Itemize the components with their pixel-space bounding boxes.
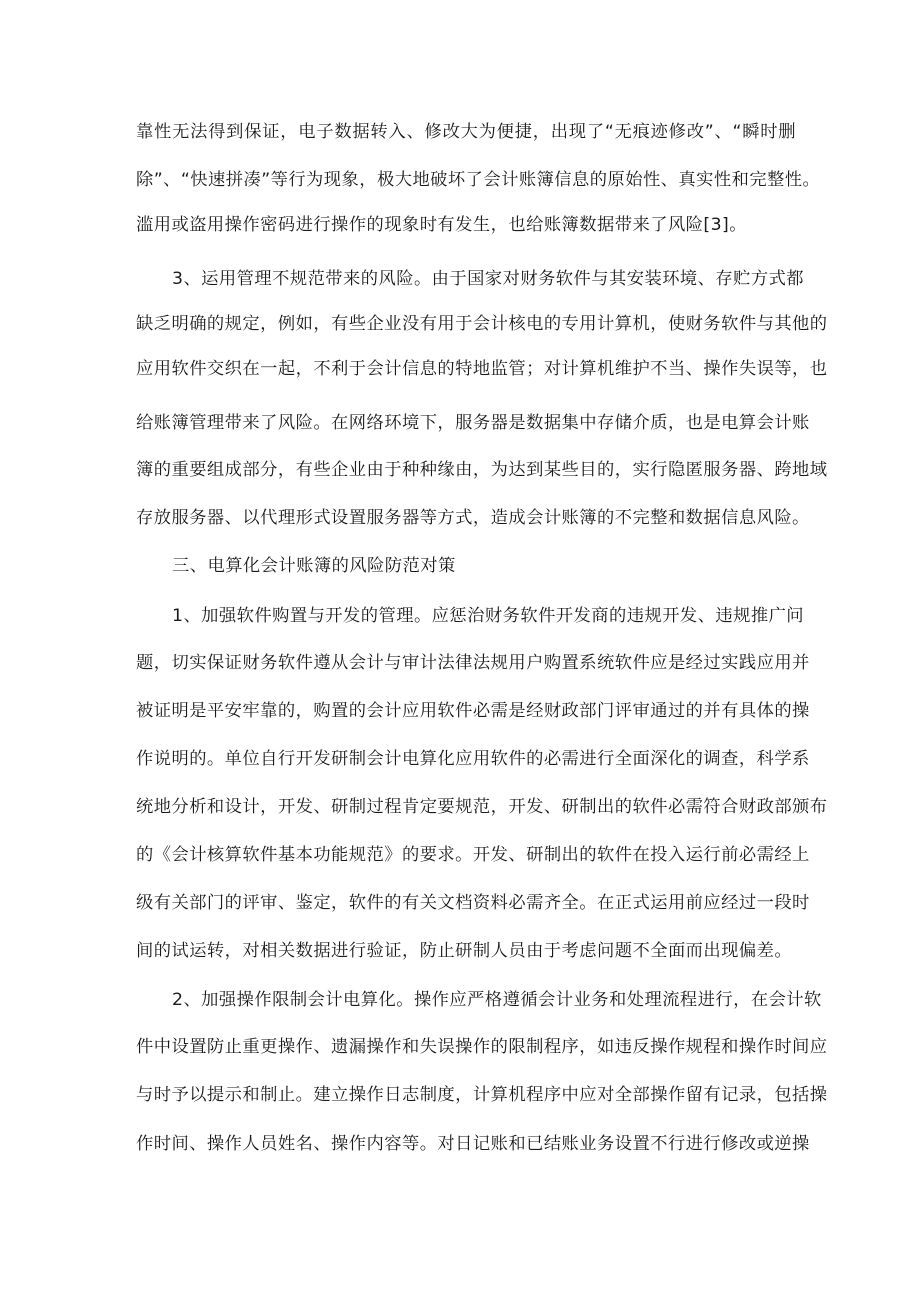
body-text-line: 与时予以提示和制止。建立操作日志制度，计算机程序中应对全部操作留有记录，包括操 (136, 1085, 828, 1105)
body-text-line: 作时间、操作人员姓名、操作内容等。对日记账和已结账业务设置不行进行修改或逆操 (136, 1134, 810, 1154)
paragraph-3-first-line: 3、运用管理不规范带来的风险。由于国家对财务软件与其安装环境、存贮方式都 (172, 269, 805, 289)
body-text-line: 作说明的。单位自行开发研制会计电算化应用软件的必需进行全面深化的调查，科学系 (136, 749, 810, 769)
body-text-line: 级有关部门的评审、鉴定，软件的有关文档资料必需齐全。在正式运用前应经过一段时 (136, 893, 810, 913)
body-text-line: 被证明是平安牢靠的，购置的会计应用软件必需是经财政部门评审通过的并有具体的操 (136, 701, 810, 721)
body-text-line: 应用软件交织在一起，不利于会计信息的特地监管；对计算机维护不当、操作失误等，也 (136, 359, 828, 379)
body-text-line: 间的试运转，对相关数据进行验证，防止研制人员由于考虑问题不全面而出现偏差。 (136, 941, 793, 961)
body-text-line: 滥用或盗用操作密码进行操作的现象时有发生，也给账簿数据带来了风险[3]。 (136, 215, 747, 235)
body-text-line: 缺乏明确的规定，例如，有些企业没有用于会计核电的专用计算机，使财务软件与其他的 (136, 314, 828, 334)
body-text-line: 靠性无法得到保证，电子数据转入、修改大为便捷，出现了“无痕迹修改”、“瞬时删 (136, 122, 796, 142)
body-text-line: 的《会计核算软件基本功能规范》的要求。开发、研制出的软件在投入运行前必需经上 (136, 845, 810, 865)
paragraph-2-first-line: 2、加强操作限制会计电算化。操作应严格遵循会计业务和处理流程进行，在会计软 (172, 990, 822, 1010)
body-text-line: 题，切实保证财务软件遵从会计与审计法律法规用户购置系统软件应是经过实践应用并 (136, 653, 810, 673)
paragraph-1-first-line: 1、加强软件购置与开发的管理。应惩治财务软件开发商的违规开发、违规推广问 (172, 606, 805, 626)
body-text-line: 除”、“快速拼凑”等行为现象，极大地破坏了会计账簿信息的原始性、真实性和完整性。 (136, 170, 821, 190)
body-text-line: 给账簿管理带来了风险。在网络环境下，服务器是数据集中存储介质，也是电算会计账 (136, 413, 810, 433)
body-text-line: 统地分析和设计，开发、研制过程肯定要规范，开发、研制出的软件必需符合财政部颁布 (136, 797, 828, 817)
section-heading: 三、电算化会计账簿的风险防范对策 (172, 556, 456, 576)
body-text-line: 存放服务器、以代理形式设置服务器等方式，造成会计账簿的不完整和数据信息风险。 (136, 508, 810, 528)
body-text-line: 件中设置防止重更操作、遗漏操作和失误操作的限制程序，如违反操作规程和操作时间应 (136, 1037, 828, 1057)
body-text-line: 簿的重要组成部分，有些企业由于种种缘由，为达到某些目的，实行隐匿服务器、跨地域 (136, 460, 828, 480)
